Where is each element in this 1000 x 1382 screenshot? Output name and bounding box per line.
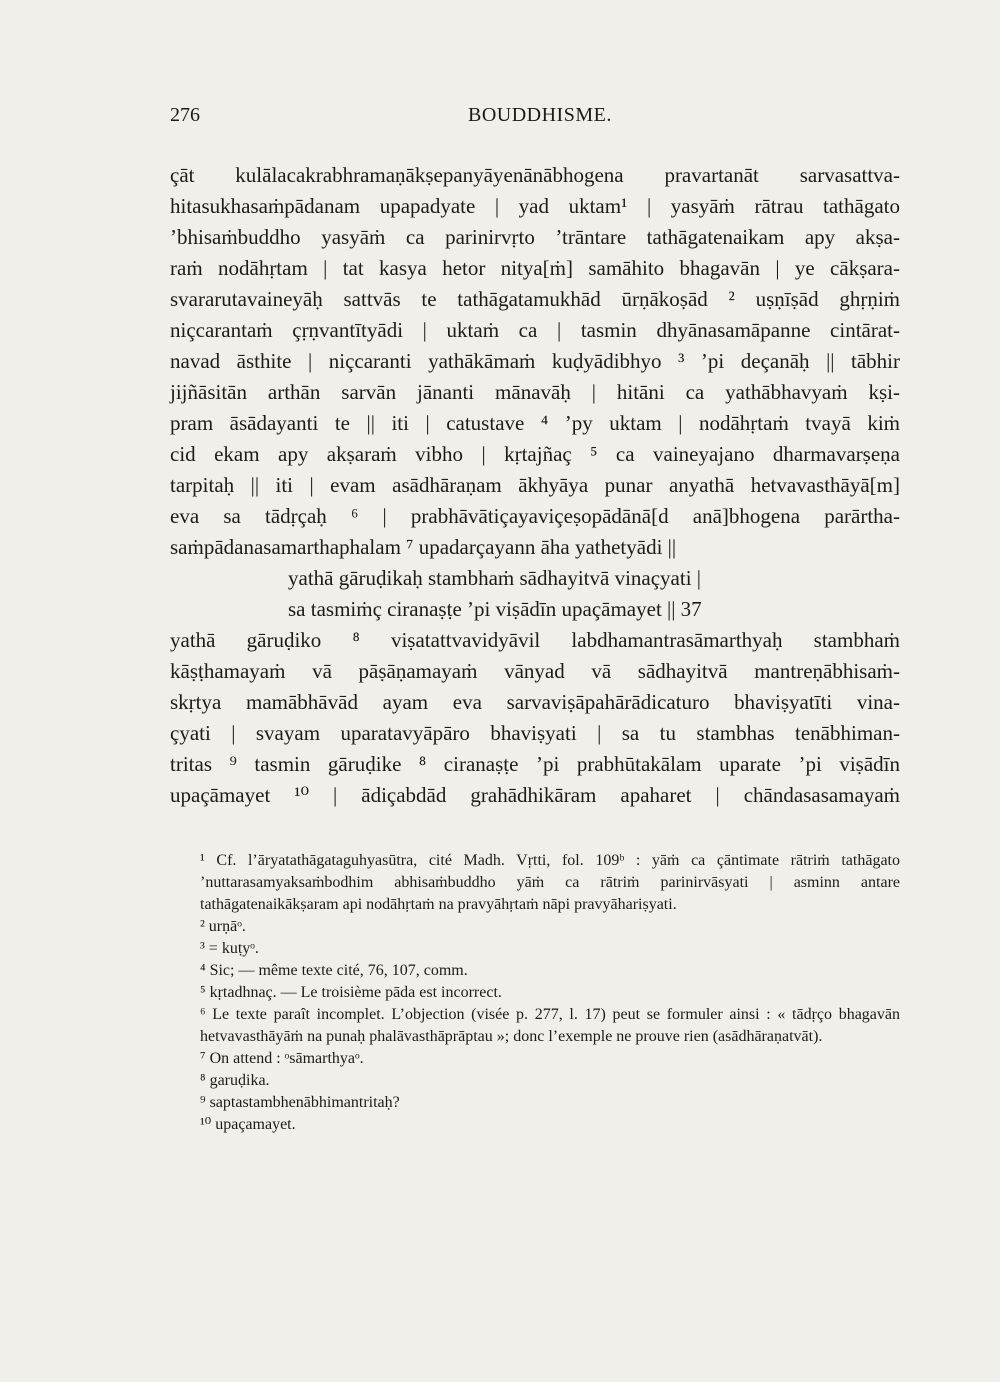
footnote: ¹ Cf. l’āryatathāgataguhyasūtra, cité Madh. Vṛtti, fol. 109ᵇ : yāṁ ca çāntimate rātriṁ tathāgato ’nuttarasamyaksaṁbodhim abhisaṁbuddho yāṁ ca rātriṁ parinirvāsyati | asminn antare tathāgatenaikākṣaram api nodāhṛtaṁ na pravyāhṛtaṁ nāpi pravyāhariṣyati. xyxy=(200,852,900,913)
footnote: ⁶ Le texte paraît incomplet. L’objection (visée p. 277, l. 17) peut se formuler ainsi : « tādṛço bhagavān hetvavasthāyāṁ na punaḥ phalāvasthāprāptau »; donc l’exemple ne prouve rien (asādhāraṇatvāt). xyxy=(200,1006,900,1045)
text-line: cid ekam apy akṣaraṁ vibho | kṛtajñaç ⁵ ca vaineyajano dharmavarṣeṇa xyxy=(170,442,900,466)
footnote: ¹⁰ upaçamayet. xyxy=(200,1116,296,1133)
text-line: çāt kulālacakrabhramaṇākṣepanyāyenānābhogena pravartanāt sarvasattva- xyxy=(170,163,900,187)
commentary-line: yathā gāruḍiko ⁸ viṣatattvavidyāvil labdhamantrasāmarthyaḥ stambhaṁ xyxy=(170,628,900,652)
footnote: ³ = kuṭyᵒ. xyxy=(200,940,259,957)
text-line: jijñāsitān arthān sarvān jānanti mānavāḥ | hitāni ca yathābhavyaṁ kṣi- xyxy=(170,380,900,404)
commentary-line: kāṣṭhamayaṁ vā pāṣāṇamayaṁ vānyad vā sādhayitvā mantreṇābhisaṁ- xyxy=(170,659,900,683)
verse-line: yathā gāruḍikaḥ stambhaṁ sādhayitvā vinaçyati | xyxy=(288,566,701,590)
commentary-line: çyati | svayam uparatavyāpāro bhaviṣyati | sa tu stambhas tenābhiman- xyxy=(170,721,900,745)
verse-line: sa tasmiṁç ciranaṣṭe ’pi viṣādīn upaçāmayet || 37 xyxy=(288,597,702,621)
commentary-line: upaçāmayet ¹⁰ | ādiçabdād grahādhikāram apaharet | chāndasasamayaṁ xyxy=(170,783,900,807)
commentary-line: tritas ⁹ tasmin gāruḍike ⁸ ciranaṣṭe ’pi prabhūtakālam uparate ’pi viṣādīn xyxy=(170,752,900,776)
running-title: BOUDDHISME. xyxy=(468,104,612,126)
text-line: ’bhisaṁbuddho yasyāṁ ca parinirvṛto ’trāntare tathāgatenaikam apy akṣa- xyxy=(170,225,900,249)
text-line: niçcarantaṁ çṛṇvantītyādi | uktaṁ ca | tasmin dhyānasamāpanne cintārat- xyxy=(170,318,900,342)
text-line: pram āsādayanti te || iti | catustave ⁴ ’py uktam | nodāhṛtaṁ tvayā kiṁ xyxy=(170,411,900,435)
text-line: saṁpādanasamarthaphalam ⁷ upadarçayann āha yathetyādi || xyxy=(170,535,677,559)
text-line: navad āsthite | niçcaranti yathākāmaṁ kuḍyādibhyo ³ ’pi deçanāḥ || tābhir xyxy=(170,349,900,373)
main-text xyxy=(170,160,900,811)
text-line: eva sa tādṛçaḥ ⁶ | prabhāvātiçayaviçeṣopādānā[d anā]bhogena parārtha- xyxy=(170,504,900,528)
footnote: ² urṇāᵒ. xyxy=(200,918,246,935)
page-number: 276 xyxy=(170,104,200,126)
footnotes xyxy=(170,850,900,1136)
footnote: ⁸ garuḍika. xyxy=(200,1072,270,1089)
footnote: ⁵ kṛtadhnaç. — Le troisième pāda est incorrect. xyxy=(200,984,502,1001)
text-line: raṁ nodāhṛtam | tat kasya hetor nitya[ṁ] samāhito bhagavān | ye cākṣara- xyxy=(170,256,900,280)
page-header xyxy=(170,104,890,134)
commentary-line: skṛtya mamābhāvād ayam eva sarvaviṣāpahārādicaturo bhaviṣyatīti vina- xyxy=(170,690,900,714)
text-line: tarpitaḥ || iti | evam asādhāraṇam ākhyāya punar anyathā hetvavasthāyā[m] xyxy=(170,473,900,497)
text-line: hitasukhasaṁpādanam upapadyate | yad uktam¹ | yasyāṁ rātrau tathāgato xyxy=(170,194,900,218)
footnote: ⁴ Sic; — même texte cité, 76, 107, comm. xyxy=(200,962,468,979)
footnote: ⁹ saptastambhenābhimantritaḥ? xyxy=(200,1094,400,1111)
text-line: svararutavaineyāḥ sattvās te tathāgatamukhād ūrṇākoṣād ² uṣṇīṣād ghṛṇiṁ xyxy=(170,287,900,311)
footnote: ⁷ On attend : ᵒsāmarthyaᵒ. xyxy=(200,1050,364,1067)
